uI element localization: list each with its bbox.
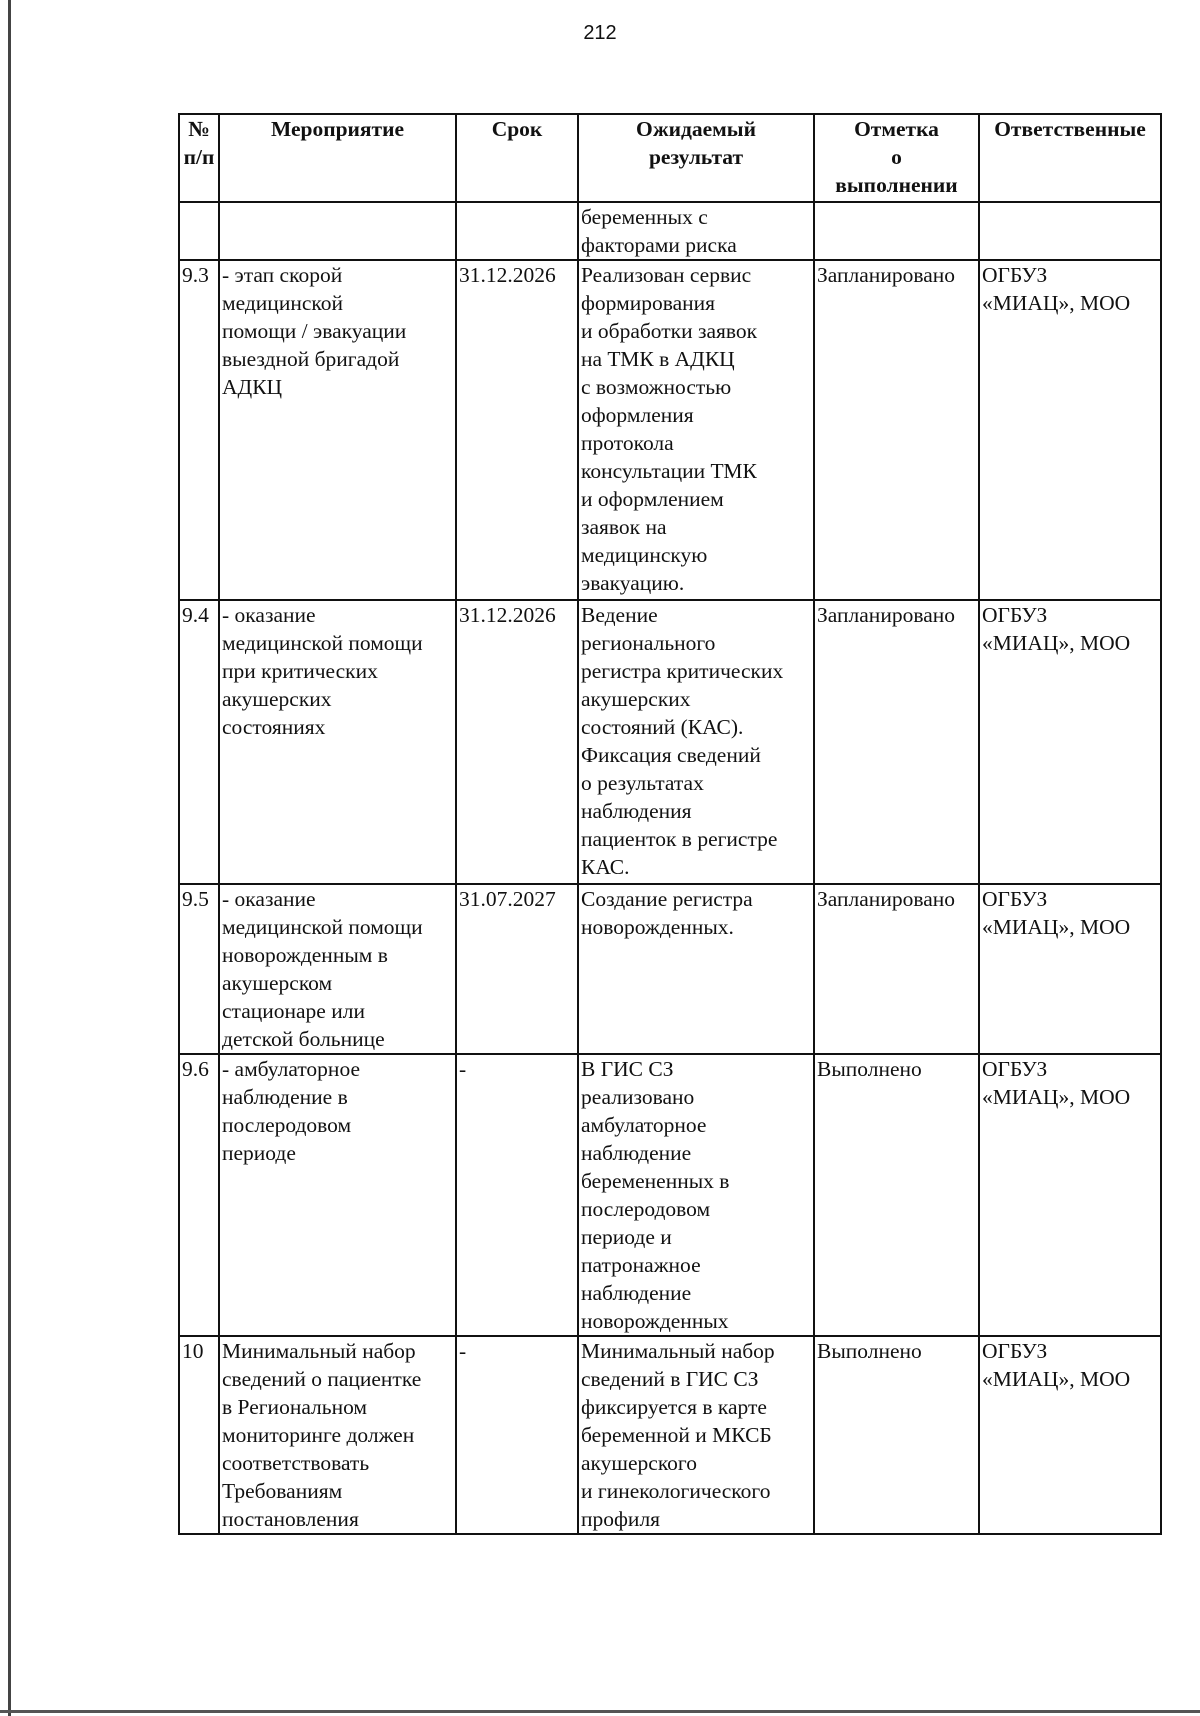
cell-event: - оказание медицинской помощи новорожденным в акушерском стационаре или детской больнице [219,884,456,1054]
page-number: 212 [583,22,617,44]
cell-responsible [979,202,1161,260]
table-row [179,600,1161,884]
cell-number: 10 [179,1336,219,1534]
cell-responsible: ОГБУЗ «МИАЦ», МОО [979,884,1161,1054]
cell-event: Минимальный набор сведений о пациентке в Региональном мониторинге должен соответствовать Требованиям постановления [219,1336,456,1534]
cell-result: Создание регистра новорожденных. [578,884,814,1054]
cell-number: 9.4 [179,600,219,884]
cell-number: 9.3 [179,260,219,600]
cell-deadline: - [456,1336,578,1534]
cell-responsible: ОГБУЗ «МИАЦ», МОО [979,1336,1161,1534]
cell-number [179,202,219,260]
cell-result: Ведение регионального регистра критических акушерских состояний (КАС). Фиксация сведений о результатах наблюдения пациенток в регистре КАС. [578,600,814,884]
cell-status: Выполнено [814,1054,979,1336]
cell-status: Выполнено [814,1336,979,1534]
cell-responsible: ОГБУЗ «МИАЦ», МОО [979,600,1161,884]
header-completion-mark: Отметка о выполнении [814,114,979,202]
cell-status: Запланировано [814,884,979,1054]
cell-result: Реализован сервис формирования и обработки заявок на ТМК в АДКЦ с возможностью оформления протокола консультации ТМК и оформлением заявок на медицинскую эвакуацию. [578,260,814,600]
table-row [179,260,1161,600]
cell-status: Запланировано [814,260,979,600]
cell-event [219,202,456,260]
cell-number: 9.6 [179,1054,219,1336]
header-number: № п/п [179,114,219,202]
table-row [179,1336,1161,1534]
table-row [179,884,1161,1054]
cell-deadline: 31.12.2026 [456,600,578,884]
header-responsible: Ответственные [979,114,1161,202]
cell-result: беременных с факторами риска [578,202,814,260]
measures-table [178,113,1162,1535]
scan-edge-bottom [0,1710,1200,1713]
cell-status: Запланировано [814,600,979,884]
cell-event: - амбулаторное наблюдение в послеродовом периоде [219,1054,456,1336]
header-event: Мероприятие [219,114,456,202]
cell-event: - этап скорой медицинской помощи / эвакуации выездной бригадой АДКЦ [219,260,456,600]
cell-result: В ГИС СЗ реализовано амбулаторное наблюдение беремененных в послеродовом периоде и патронажное наблюдение новорожденных [578,1054,814,1336]
cell-deadline: - [456,1054,578,1336]
cell-result: Минимальный набор сведений в ГИС СЗ фиксируется в карте беременной и МКСБ акушерского и гинекологического профиля [578,1336,814,1534]
cell-number: 9.5 [179,884,219,1054]
cell-status [814,202,979,260]
cell-deadline [456,202,578,260]
header-expected-result: Ожидаемый результат [578,114,814,202]
table-row [179,202,1161,260]
cell-responsible: ОГБУЗ «МИАЦ», МОО [979,1054,1161,1336]
scan-edge-left [8,0,11,1716]
cell-event: - оказание медицинской помощи при критических акушерских состояниях [219,600,456,884]
cell-deadline: 31.12.2026 [456,260,578,600]
cell-responsible: ОГБУЗ «МИАЦ», МОО [979,260,1161,600]
cell-deadline: 31.07.2027 [456,884,578,1054]
table-row [179,1054,1161,1336]
table-header-row [179,114,1161,202]
header-deadline: Срок [456,114,578,202]
